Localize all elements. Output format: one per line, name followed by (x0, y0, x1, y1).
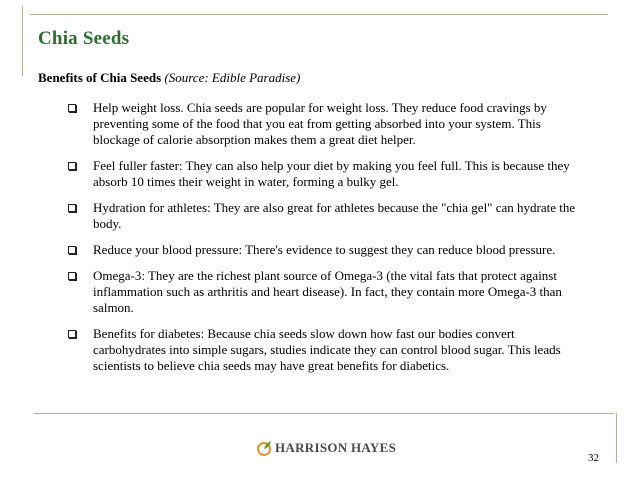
footer-rule (34, 413, 614, 414)
logo-text: HARRISON HAYES (275, 440, 397, 455)
bullet-text: Reduce your blood pressure: There's evidence to suggest they can reduce blood pressure. (93, 242, 556, 257)
square-bullet-icon (68, 272, 76, 280)
bullet-text: Omega-3: They are the richest plant source of Omega-3 (the vital fats that protect against inflammation such as arthritis and heart disease). In fact, they contain more Omega-3 than salmon. (93, 268, 562, 315)
bullet-text: Help weight loss. Chia seeds are popular for weight loss. They reduce food cravings by preventing some of the food that you eat from getting absorbed into your system. This blockage of calorie absorption makes them a great diet helper. (93, 100, 547, 147)
list-item (68, 200, 588, 232)
bullet-list (68, 100, 588, 384)
left-rule (22, 6, 23, 76)
right-rule (616, 413, 617, 463)
slide-title: Chia Seeds (38, 28, 130, 49)
page-number: 32 (588, 452, 599, 464)
harrison-hayes-logo (256, 440, 396, 456)
bullet-text: Hydration for athletes: They are also great for athletes because the "chia gel" can hydrate the body. (93, 200, 576, 231)
list-item (68, 158, 588, 190)
square-bullet-icon (68, 204, 76, 212)
subheading-source: (Source: Edible Paradise) (164, 70, 301, 85)
square-bullet-icon (68, 246, 76, 254)
square-bullet-icon (68, 104, 76, 112)
list-item (68, 100, 588, 148)
list-item (68, 242, 588, 258)
square-bullet-icon (68, 330, 76, 338)
top-rule (30, 14, 608, 15)
list-item (68, 326, 588, 374)
list-item (68, 268, 588, 316)
square-bullet-icon (68, 162, 76, 170)
bullet-text: Feel fuller faster: They can also help your diet by making you feel full. This is because they absorb 10 times their weight in water, forming a bulky gel. (93, 158, 570, 189)
leaf-logo-icon (256, 440, 272, 456)
bullet-text: Benefits for diabetes: Because chia seeds slow down how fast our bodies convert carbohydrates into simple sugars, studies indicate they can control blood sugar. This leads scientists to believe chia seeds may have great benefits for diabetics. (93, 326, 561, 373)
subheading-label: Benefits of Chia Seeds (38, 70, 162, 85)
subheading (38, 70, 300, 86)
